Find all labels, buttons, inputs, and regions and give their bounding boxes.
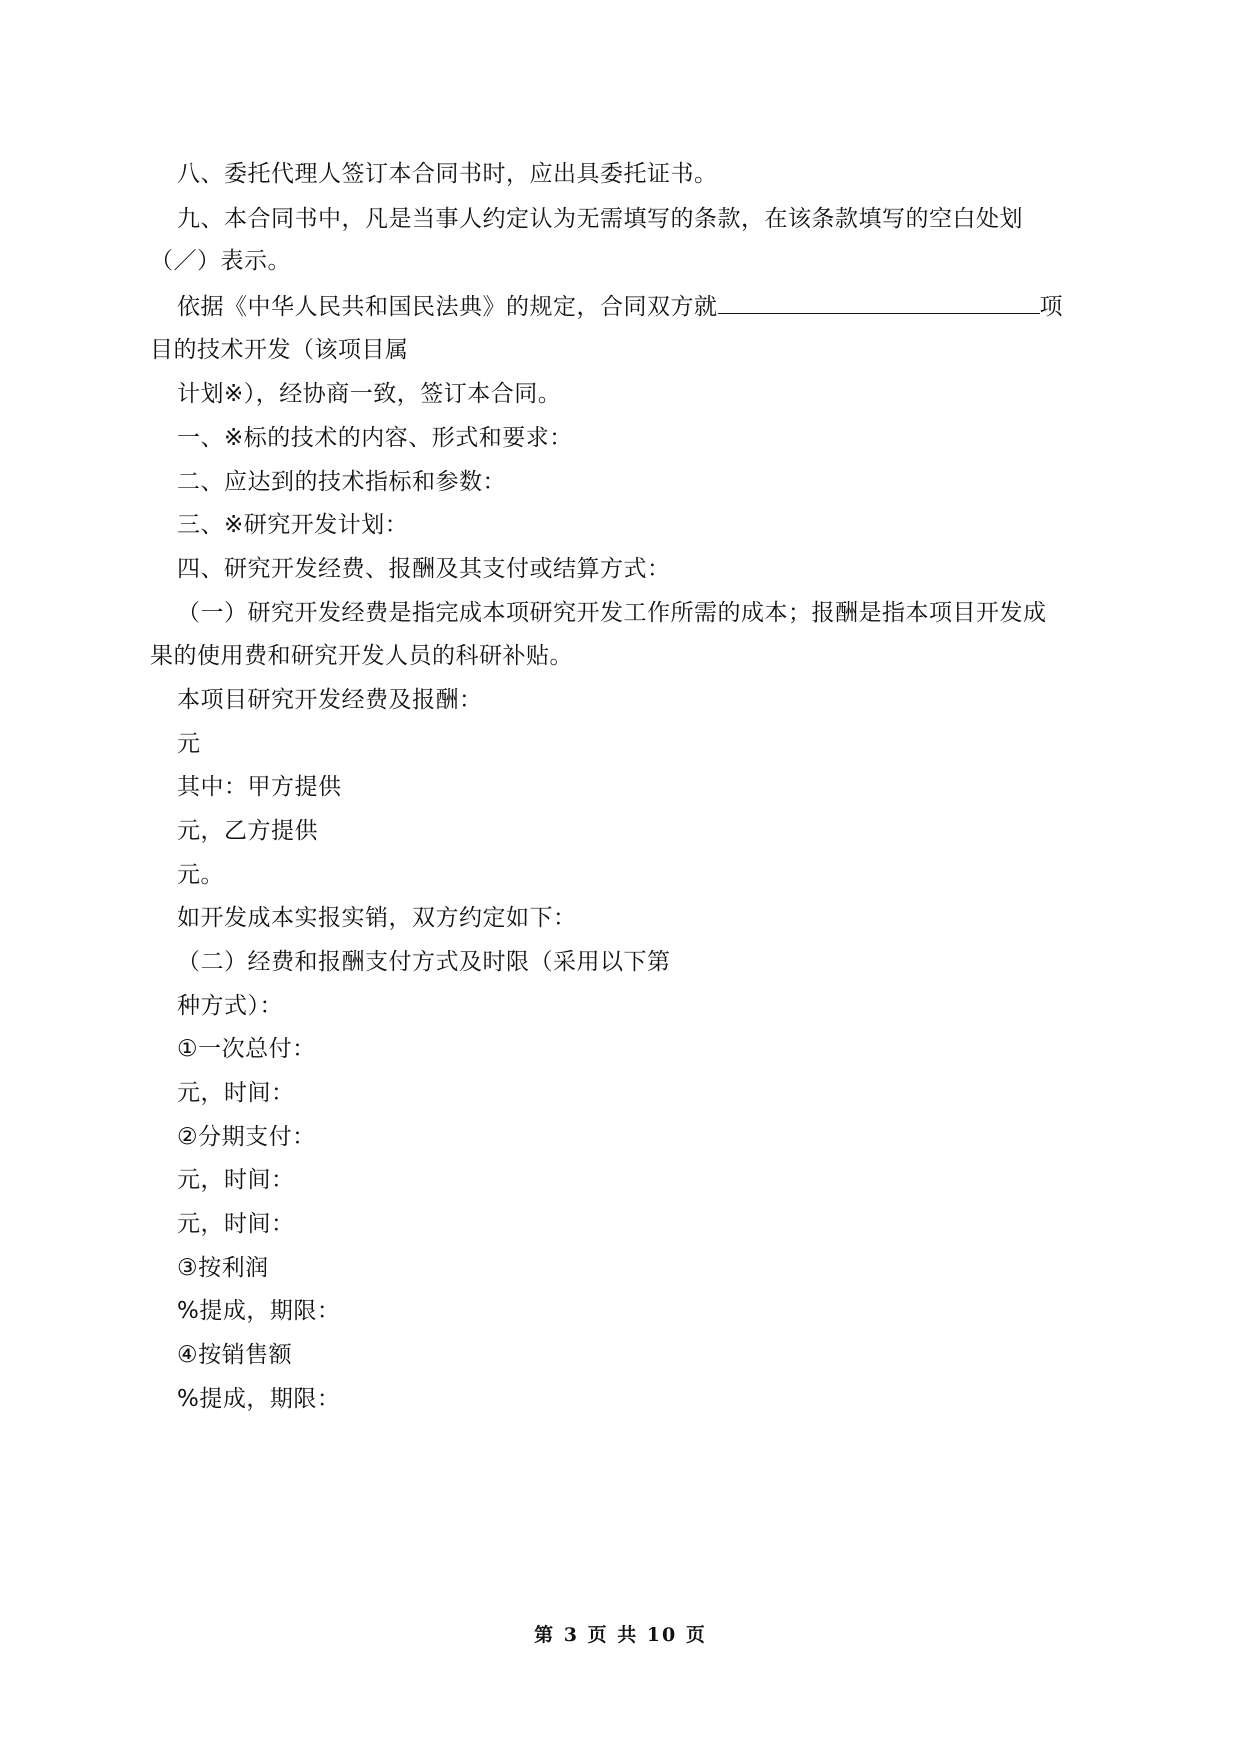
option-sales-share: ④按销售额 bbox=[177, 1342, 293, 1368]
section-3-heading: 三、※研究开发计划： bbox=[177, 512, 409, 538]
preamble-suffix: 项 bbox=[1039, 294, 1063, 320]
clause-9: 九、本合同书中，凡是当事人约定认为无需填写的条款，在该条款填写的空白处划 bbox=[177, 206, 1023, 232]
preamble-continued: 目的技术开发（该项目属 bbox=[150, 337, 409, 363]
page-number-footer: 第 3 页 共 10 页 bbox=[534, 1624, 707, 1646]
profit-share-term: %提成，期限： bbox=[177, 1298, 341, 1324]
funding-label: 本项目研究开发经费及报酬： bbox=[177, 687, 483, 713]
preamble-end: 计划※），经协商一致，签订本合同。 bbox=[177, 381, 562, 407]
installment-time-1: 元，时间： bbox=[177, 1167, 295, 1193]
sales-share-term: %提成，期限： bbox=[177, 1386, 341, 1412]
funding-unit: 元 bbox=[177, 731, 201, 757]
option-installments: ②分期支付： bbox=[177, 1124, 316, 1150]
section-4-1: （一）研究开发经费是指完成本项研究开发工作所需的成本；报酬是指本项目开发成 bbox=[177, 600, 1047, 626]
clause-8: 八、委托代理人签订本合同书时，应出具委托证书。 bbox=[177, 161, 718, 187]
party-a-provides: 其中：甲方提供 bbox=[177, 774, 342, 800]
section-1-heading: 一、※标的技术的内容、形式和要求： bbox=[177, 425, 573, 451]
actual-cost-clause: 如开发成本实报实销，双方约定如下： bbox=[177, 905, 577, 931]
preamble-line bbox=[177, 291, 1063, 323]
installment-time-2: 元，时间： bbox=[177, 1211, 295, 1237]
section-4-heading: 四、研究开发经费、报酬及其支付或结算方式： bbox=[177, 556, 671, 582]
lump-sum-time: 元，时间： bbox=[177, 1080, 295, 1106]
section-4-2: （二）经费和报酬支付方式及时限（采用以下第 bbox=[177, 949, 671, 975]
clause-9-continued: （／）表示。 bbox=[150, 248, 291, 274]
section-4-1-continued: 果的使用费和研究开发人员的科研补贴。 bbox=[150, 643, 573, 669]
preamble-text: 依据《中华人民共和国民法典》的规定，合同双方就 bbox=[177, 294, 718, 320]
option-profit-share: ③按利润 bbox=[177, 1255, 269, 1281]
party-b-provides: 元，乙方提供 bbox=[177, 818, 318, 844]
option-lump-sum: ①一次总付： bbox=[177, 1036, 316, 1062]
section-4-2-continued: 种方式）： bbox=[177, 993, 283, 1019]
project-name-blank bbox=[718, 291, 1040, 314]
section-2-heading: 二、应达到的技术指标和参数： bbox=[177, 469, 506, 495]
funding-end: 元。 bbox=[177, 862, 224, 888]
